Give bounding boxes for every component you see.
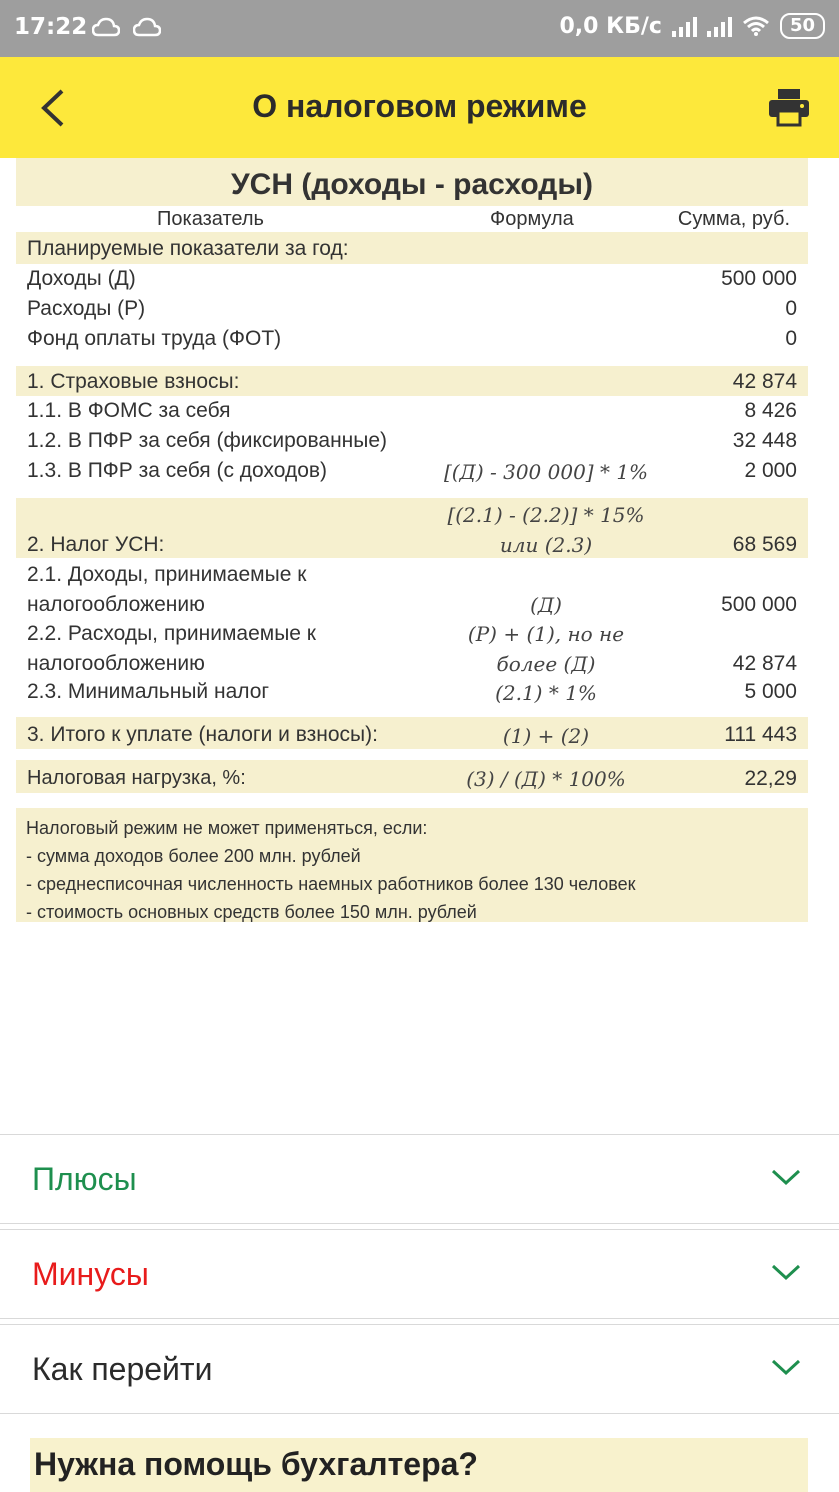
table-row: 1.1. В ФОМС за себя 8 426 [27,399,797,422]
section-pros[interactable] [0,1134,839,1224]
section-how-to-switch[interactable] [0,1324,839,1414]
table-row: Доходы (Д) 500 000 [27,267,797,290]
section-cons-label: Минусы [32,1256,149,1292]
note-line: - стоимость основных средств более 150 млн. рублей [26,902,477,922]
chevron-down-icon [771,1357,801,1377]
table-row: Планируемые показатели за год: [16,232,808,264]
table-row: 2.1. Доходы, принимаемые к налогообложению (Д) 500 000 [27,563,797,617]
section-pros-label: Плюсы [32,1161,137,1197]
section-how-to-switch-label: Как перейти [32,1351,213,1387]
table-row: 3. Итого к уплате (налоги и взносы): (1) + (2) 111 443 [16,717,808,749]
table-title: УСН (доходы - расходы) [16,158,808,206]
help-title: Нужна помощь бухгалтера? [34,1446,478,1482]
table-row: 1. Страховые взносы: 42 874 [16,366,808,396]
printer-icon[interactable] [767,87,811,127]
tax-calculation-table [16,158,808,793]
table-row: Налоговая нагрузка, %: (3) / (Д) * 100% 22,29 [16,760,808,793]
table-row: 1.3. В ПФР за себя (с доходов) [(Д) - 300 000] * 1% 2 000 [27,459,797,484]
cloud-notification-icon [133,17,161,37]
battery-indicator: 50 [780,13,825,39]
status-time: 17:22 [14,14,88,40]
chevron-down-icon [771,1167,801,1187]
column-header-formula: Формула [490,208,574,230]
table-row: Фонд оплаты труда (ФОТ) 0 [27,327,797,350]
cloud-notification-icon [92,17,120,37]
column-header-sum: Сумма, руб. [677,208,790,230]
note-line: - сумма доходов более 200 млн. рублей [26,846,361,866]
app-bar [0,57,839,158]
network-speed: 0,0 КБ/с [559,13,662,39]
column-header-indicator: Показатель [157,208,264,230]
restrictions-note [16,808,808,922]
signal-icon [707,15,732,37]
page-title: О налоговом режиме [252,88,587,124]
signal-icon [672,15,697,37]
table-row: 1.2. В ПФР за себя (фиксированные) 32 448 [27,429,797,452]
table-row: Расходы (Р) 0 [27,297,797,320]
note-line: Налоговый режим не может применяться, если: [26,818,428,838]
accountant-help-banner[interactable] [30,1438,808,1492]
table-row: [(2.1) - (2.2)] * 15% или (2.3) 2. Налог УСН: 68 569 [16,498,808,558]
section-cons[interactable] [0,1229,839,1319]
note-line: - среднесписочная численность наемных работников более 130 человек [26,874,636,894]
wifi-icon [742,15,770,37]
table-row: 2.3. Минимальный налог (2.1) * 1% 5 000 [27,680,797,705]
chevron-down-icon [771,1262,801,1282]
status-bar [0,0,839,57]
table-header [16,206,808,232]
table-row: 2.2. Расходы, принимаемые к налогообложению (Р) + (1), но не более (Д) 42 874 [27,622,797,676]
